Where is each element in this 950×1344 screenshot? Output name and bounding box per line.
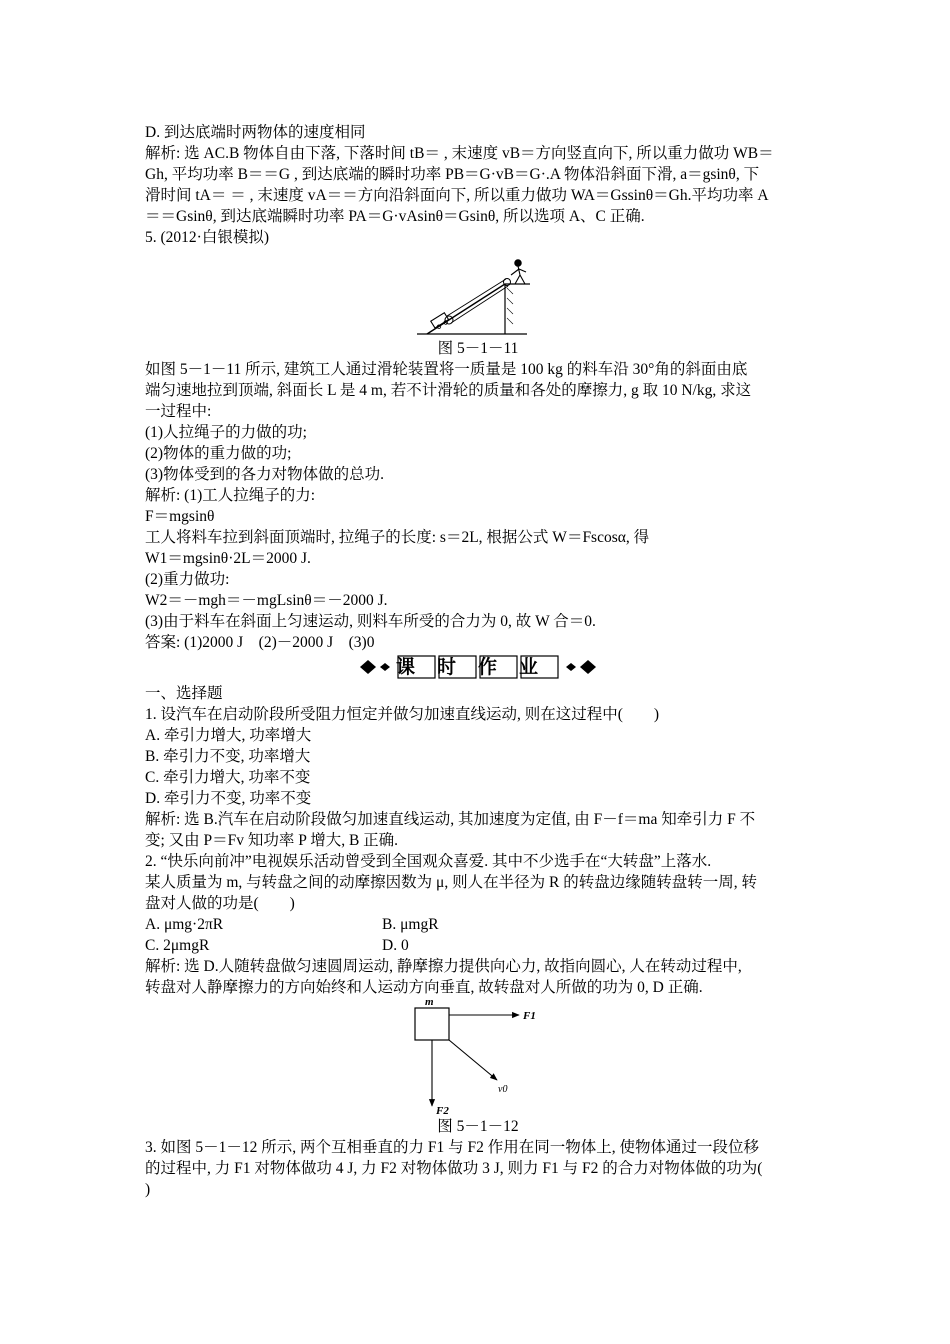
q5-part-1: (1)人拉绳子的力做的功; — [145, 424, 307, 441]
arrow-v0 — [449, 1040, 497, 1080]
q1-stem: 1. 设汽车在启动阶段所受阻力恒定并做匀加速直线运动, 则在这过程中( ) — [145, 706, 660, 723]
block-m — [415, 1008, 449, 1040]
q5-stem-line-3: 一过程中: — [145, 403, 212, 420]
q5-solution-line-7: (3)由于料车在斜面上匀速运动, 则料车所受的合力为 0, 故 W 合＝0. — [145, 613, 596, 630]
q2-option-a: A. μmg·2πR — [145, 916, 224, 933]
q3-stem-line-1: 3. 如图 5－1－12 所示, 两个互相垂直的力 F1 与 F2 作用在同一物体上, 使物体通过一段位移 — [145, 1139, 759, 1156]
q5-solution-line-3: 工人将料车拉到斜面顶端时, 拉绳子的长度: s＝2L, 根据公式 W＝Fscosα, 得 — [145, 529, 650, 546]
q2-option-d: D. 0 — [382, 937, 409, 954]
q2-stem-line-1: 2. “快乐向前冲”电视娱乐活动曾受到全国观众喜爱. 其中不少选手在“大转盘”上落水. — [145, 853, 712, 870]
force-diagram — [145, 998, 811, 1116]
q3-stem-line-2: 的过程中, 力 F1 对物体做功 4 J, 力 F2 对物体做功 3 J, 则力 F1 与 F2 的合力对物体做的功为( — [145, 1160, 763, 1177]
q5-solution-line-1: 解析: (1)工人拉绳子的力: — [145, 487, 316, 504]
q4-analysis-line-4: ＝＝Gsinθ, 到达底端瞬时功率 PA＝G·vAsinθ＝Gsinθ, 所以选项 A、C 正确. — [145, 208, 645, 225]
incline-pulley-figure — [145, 248, 811, 338]
q4-option-d: D. 到达底端时两物体的速度相同 — [145, 124, 366, 141]
q5-header: 5. (2012·白银模拟) — [145, 229, 269, 246]
label-f2: F2 — [436, 1105, 449, 1116]
banner-graphic — [358, 655, 598, 679]
q2-stem-line-3: 盘对人做的功是( ) — [145, 895, 295, 912]
fig-5-1-11-caption: 图 5－1－11 — [437, 340, 519, 357]
label-v0: v0 — [498, 1084, 508, 1095]
q4-analysis-line-1: 解析: 选 AC.B 物体自由下落, 下落时间 tB＝ , 末速度 vB＝方向竖直向下, 所以重力做功 WB＝ — [145, 145, 774, 162]
q1-option-b: B. 牵引力不变, 功率增大 — [145, 748, 311, 765]
q1-option-d: D. 牵引力不变, 功率不变 — [145, 790, 312, 807]
q5-solution-line-4: W1＝mgsinθ·2L＝2000 J. — [145, 550, 311, 567]
q1-option-a: A. 牵引力增大, 功率增大 — [145, 727, 312, 744]
q1-option-c: C. 牵引力增大, 功率不变 — [145, 769, 311, 786]
fig-5-1-12-caption: 图 5－1－12 — [437, 1118, 519, 1135]
document-page — [145, 122, 811, 1200]
q5-solution-line-6: W2＝－mgh＝－mgLsinθ＝－2000 J. — [145, 592, 388, 609]
worker-icon — [511, 260, 526, 284]
q1-analysis-line-2: 变; 又由 P＝Fv 知功率 P 增大, B 正确. — [145, 832, 399, 849]
section-title: 一、选择题 — [145, 685, 223, 702]
q5-solution-line-5: (2)重力做功: — [145, 571, 230, 588]
q5-part-3: (3)物体受到的各力对物体做的总功. — [145, 466, 384, 483]
banner-title: 课时作业 — [395, 656, 561, 678]
q1-analysis-line-1: 解析: 选 B.汽车在启动阶段做匀加速直线运动, 其加速度为定值, 由 F－f＝ma 知牵引力 F 不 — [145, 811, 756, 828]
q3-stem-line-3: ) — [145, 1181, 151, 1198]
q5-answer: 答案: (1)2000 J (2)－2000 J (3)0 — [145, 634, 375, 651]
homework-banner — [145, 655, 811, 679]
q2-analysis-line-1: 解析: 选 D.人随转盘做匀速圆周运动, 静摩擦力提供向心力, 故指向圆心, 人在转动过程中, — [145, 958, 742, 975]
label-f1: F1 — [523, 1010, 536, 1022]
q2-option-c: C. 2μmgR — [145, 937, 210, 954]
q2-option-b: B. μmgR — [382, 916, 439, 933]
q2-stem-line-2: 某人质量为 m, 与转盘之间的动摩擦因数为 μ, 则人在半径为 R 的转盘边缘随转盘转一周, 转 — [145, 874, 757, 891]
label-m: m — [425, 998, 434, 1008]
q4-analysis-line-3: 滑时间 tA＝ ＝ , 末速度 vA＝＝方向沿斜面向下, 所以重力做功 WA＝Gssinθ＝Gh.平均功率 A — [145, 187, 769, 204]
incline-drawing — [145, 248, 811, 338]
q5-part-2: (2)物体的重力做的功; — [145, 445, 292, 462]
q5-stem-line-2: 端匀速地拉到顶端, 斜面长 L 是 4 m, 若不计滑轮的质量和各处的摩擦力, g 取 10 N/kg, 求这 — [145, 382, 752, 399]
q2-options-row-2 — [145, 935, 811, 956]
q5-solution-line-2: F＝mgsinθ — [145, 508, 215, 525]
q5-stem-line-1: 如图 5－1－11 所示, 建筑工人通过滑轮装置将一质量是 100 kg 的料车沿 30°角的斜面由底 — [145, 361, 748, 378]
q4-analysis-line-2: Gh, 平均功率 B＝＝G , 到达底端的瞬时功率 PB＝G·vB＝G·.A 物体沿斜面下滑, a＝gsinθ, 下 — [145, 166, 760, 183]
q2-options-row-1 — [145, 914, 811, 935]
force-drawing — [145, 998, 811, 1116]
q2-analysis-line-2: 转盘对人静摩擦力的方向始终和人运动方向垂直, 故转盘对人所做的功为 0, D 正确. — [145, 979, 703, 996]
